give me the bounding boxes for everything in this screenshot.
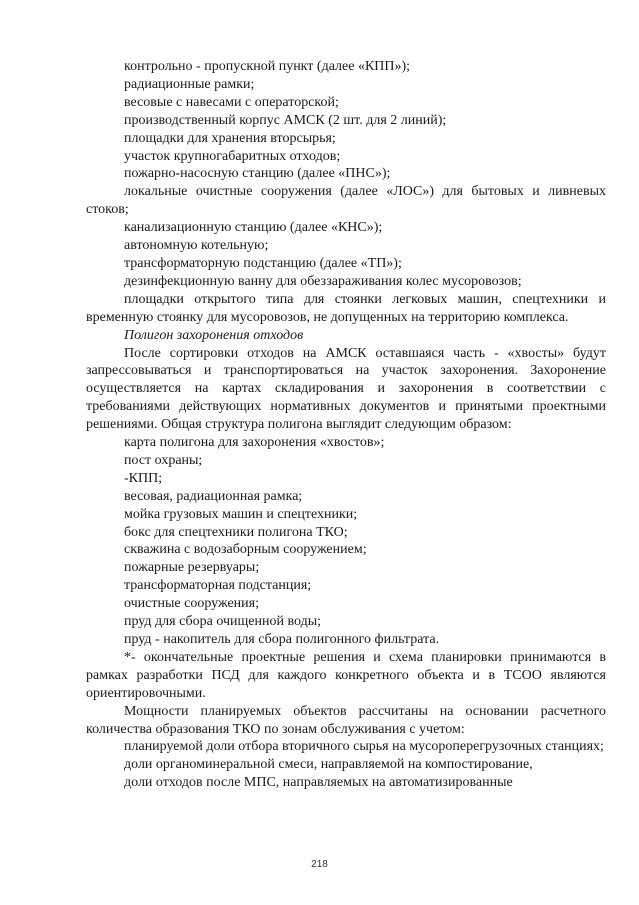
paragraph: дезинфекционную ванну для обеззараживания колес мусоровозов; <box>124 273 522 289</box>
paragraph: производственный корпус АМСК (2 шт. для 2 линий); <box>124 112 447 128</box>
paragraph: пожарные резервуары; <box>124 560 260 576</box>
paragraph: трансформаторную подстанцию (далее «ТП»); <box>124 255 402 271</box>
paragraph: площадки открытого типа для стоянки легковых машин, спецтехники и временную стоянку для мусоровозов, не допущенных на территорию комплекса. <box>86 291 606 325</box>
paragraph: весовые с навесами с операторской; <box>124 94 339 110</box>
paragraph: Мощности планируемых объектов рассчитаны на основании расчетного количества образования ТКО по зонам обслуживания с учетом: <box>86 703 606 737</box>
paragraph: контрольно - пропускной пункт (далее «КПП»); <box>124 59 411 74</box>
paragraph: пост охраны; <box>124 452 203 468</box>
paragraph: очистные сооружения; <box>124 596 259 612</box>
paragraph: карта полигона для захоронения «хвостов»; <box>124 435 385 451</box>
section-heading: Полигон захоронения отходов <box>124 327 304 343</box>
paragraph: трансформаторная подстанция; <box>124 578 312 594</box>
paragraph: пруд - накопитель для сбора полигонного фильтрата. <box>124 632 440 647</box>
paragraph: *- окончательные проектные решения и схема планировки принимаются в рамках разработки ПСД для каждого конкретного объекта и в ТСОО являются ориентировочными. <box>86 649 606 701</box>
paragraph: весовая, радиационная рамка; <box>124 488 303 504</box>
paragraph: локальные очистные сооружения (далее «ЛОС») для бытовых и ливневых стоков; <box>86 184 606 218</box>
paragraph: доли органоминеральной смеси, направляемой на компостирование, <box>124 757 533 773</box>
paragraph: площадки для хранения вторсырья; <box>124 130 336 146</box>
paragraph: -КПП; <box>124 470 163 486</box>
document-body <box>86 58 606 792</box>
paragraph: канализационную станцию (далее «КНС»); <box>124 220 383 236</box>
paragraph: бокс для спецтехники полигона ТКО; <box>124 524 348 540</box>
paragraph: скважина с водозаборным сооружением; <box>124 542 367 558</box>
paragraph: пожарно-насосную станцию (далее «ПНС»); <box>124 166 391 182</box>
paragraph: радиационные рамки; <box>124 76 255 92</box>
page-number: 218 <box>311 859 328 870</box>
paragraph: участок крупногабаритных отходов; <box>124 148 341 164</box>
paragraph: доли отходов после МПС, направляемых на автоматизированные <box>124 775 513 791</box>
paragraph: планируемой доли отбора вторичного сырья на мусороперегрузочных станциях; <box>124 739 604 755</box>
paragraph: автономную котельную; <box>124 238 269 254</box>
paragraph: пруд для сбора очищенной воды; <box>124 614 321 630</box>
paragraph: мойка грузовых машин и спецтехники; <box>124 506 358 522</box>
paragraph: После сортировки отходов на АМСК оставшаяся часть - «хвосты» будут запрессовываться и транспортироваться на участок захоронения. Захоронение осуществляется на картах складирования и захоронения в соответствии с требованиями действующих нормативных документов и принятыми проектными решениями. Общая структура полигона выглядит следующим образом: <box>86 345 606 433</box>
